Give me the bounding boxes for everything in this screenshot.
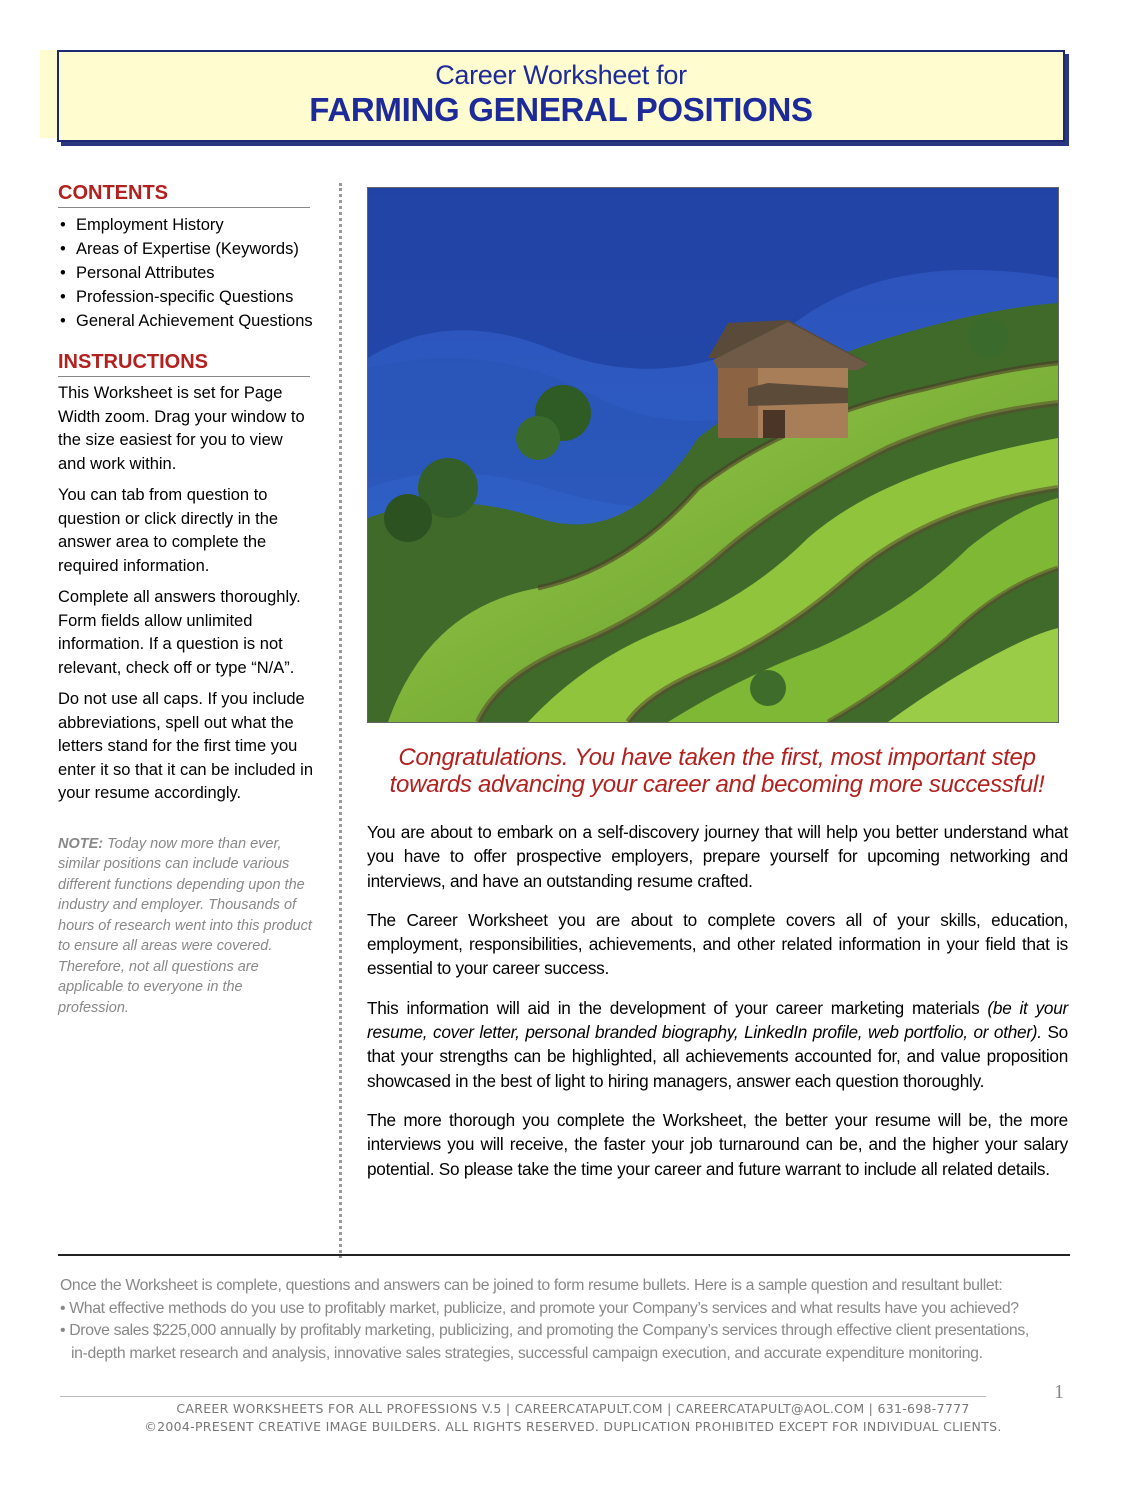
footer bbox=[60, 1400, 1086, 1435]
congratulations-message bbox=[367, 744, 1067, 798]
note-label: NOTE: bbox=[58, 835, 104, 852]
contents-item: • Employment History bbox=[58, 213, 314, 237]
contents-list bbox=[58, 213, 314, 333]
contents-item: • Personal Attributes bbox=[58, 261, 314, 285]
body-paragraph: The Career Worksheet you are about to complete covers all of your skills, education, employment, responsibilities, achievements, and other related information in your field that is essential to your career success. bbox=[367, 909, 1068, 979]
instruction-paragraph: Complete all answers thoroughly. Form fields allow unlimited information. If a question is not relevant, check off or type “N/A”. bbox=[58, 588, 301, 677]
sample-bullet-cont: in-depth market research and analysis, innovative sales strategies, successful campaign execution, and accurate expenditure monitoring. bbox=[71, 1344, 983, 1362]
body-text: So that your strengths can be highlighted, all achievements accounted for, and value proposition showcased in the best of light to hiring managers, answer each question thoroughly. bbox=[367, 1022, 1068, 1091]
contents-item: • Areas of Expertise (Keywords) bbox=[58, 237, 314, 261]
instruction-paragraph: You can tab from question to question or click directly in the answer area to complete the required information. bbox=[58, 486, 279, 575]
title-line-1: Career Worksheet for bbox=[435, 60, 687, 90]
congrats-line-1: Congratulations. You have taken the first, most important step bbox=[398, 744, 1036, 771]
section-rule bbox=[58, 1254, 1070, 1256]
body-paragraph bbox=[367, 996, 1068, 1093]
contents-heading: CONTENTS bbox=[58, 182, 310, 208]
page-number: 1 bbox=[1054, 1381, 1064, 1403]
left-sidebar bbox=[58, 182, 314, 1018]
instructions-body bbox=[58, 382, 314, 806]
instructions-heading: INSTRUCTIONS bbox=[58, 351, 310, 377]
contents-item: • General Achievement Questions bbox=[58, 309, 314, 333]
footer-line-2: ©2004-PRESENT CREATIVE IMAGE BUILDERS. ALL RIGHTS RESERVED. DUPLICATION PROHIBITED EXCEPT FOR INDIVIDUAL CLIENTS. bbox=[144, 1418, 1002, 1434]
terraced-farm-photo bbox=[367, 187, 1059, 723]
body-paragraph: You are about to embark on a self-discovery journey that will help you better understand what you have to offer prospective employers, prepare yourself for upcoming networking and interviews, and have an outstanding resume crafted. bbox=[367, 822, 1068, 891]
sample-question: • What effective methods do you use to profitably market, publicize, and promote your Company’s services and what results have you achieved? bbox=[60, 1299, 1019, 1317]
sample-intro: Once the Worksheet is complete, questions and answers can be joined to form resume bullets. Here is a sample question and resultant bullet: bbox=[60, 1277, 1003, 1294]
body-paragraph: The more thorough you complete the Worksheet, the better your resume will be, the more interviews you will receive, the faster your job turnaround can be, and the higher your salary potential. So please take the time your career and future warrant to include all related details. bbox=[367, 1109, 1068, 1179]
note-text: Today now more than ever, similar positions can include various different functions depending upon the industry and employer. Thousands of hours of research went into this product to ensure all areas were covered. Therefore, not all questions are applicable to everyone in the profession. bbox=[58, 835, 312, 1016]
sample-bullet-block bbox=[60, 1275, 1070, 1365]
body-text: This information will aid in the development of your career marketing materials bbox=[367, 997, 980, 1018]
title-line-2: FARMING GENERAL POSITIONS bbox=[309, 91, 813, 128]
sample-bullet: • Drove sales $225,000 annually by profitably marketing, publicizing, and promoting the Company’s services through effective client presentations, bbox=[60, 1322, 1029, 1339]
header-accent bbox=[40, 50, 58, 138]
instruction-paragraph: Do not use all caps. If you include abbreviations, spell out what the letters stand for the first time you enter it so that it can be included in your resume accordingly. bbox=[58, 690, 313, 802]
column-divider bbox=[339, 183, 342, 1258]
footer-rule bbox=[60, 1396, 986, 1397]
intro-body bbox=[367, 820, 1068, 1196]
body-italic: (be it your resume, cover letter, personal branded biography, LinkedIn profile, web portfolio, or other). bbox=[367, 997, 1069, 1043]
title-banner bbox=[57, 50, 1065, 142]
footer-line-1: CAREER WORKSHEETS FOR ALL PROFESSIONS V.5 | CAREERCATAPULT.COM | CAREERCATAPULT@AOL.COM | 631-698-7777 bbox=[176, 1401, 970, 1416]
instruction-paragraph: This Worksheet is set for Page Width zoom. Drag your window to the size easiest for you to view and work within. bbox=[58, 384, 305, 473]
note-block bbox=[58, 834, 314, 1019]
congrats-line-2: towards advancing your career and becoming more successful! bbox=[389, 771, 1045, 798]
contents-item: • Profession-specific Questions bbox=[58, 285, 314, 309]
